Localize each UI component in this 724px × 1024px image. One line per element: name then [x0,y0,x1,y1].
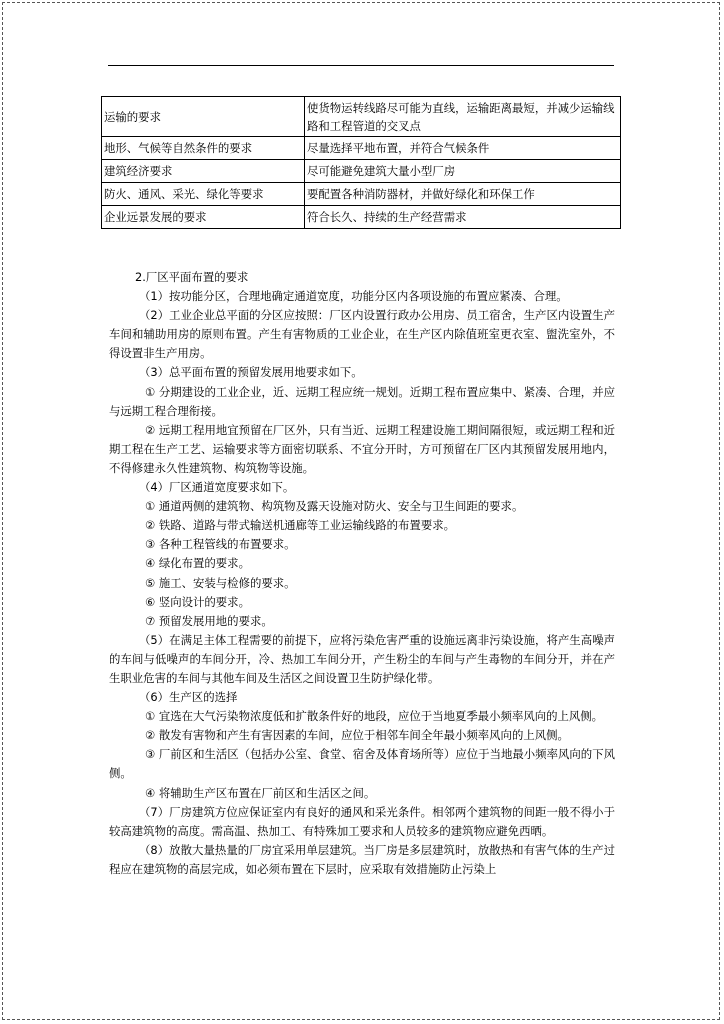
requirement-cell: 建筑经济要求 [102,160,305,183]
measure-cell: 要配置各种消防器材，并做好绿化和环保工作 [305,183,621,206]
list-item: ① 宜选在大气污染物浓度低和扩散条件好的地段，应位于当地夏季最小频率风向的上风侧。 [145,709,604,724]
list-item: ② 铁路、道路与带式输送机通廊等工业运输线路的布置要求。 [145,518,455,533]
list-item: ② 远期工程用地宜预留在厂区外，只有当近、远期工程建设施工期间隔很短，或远期工程和近期工程在生产工艺、运输要求等方面密切联系、不宜分开时，方可预留在厂区内其预留发展用地内，不得修建永久性建筑物、构筑物等设施。 [109,422,615,475]
paragraph: （5）在满足主体工程需要的前提下，应将污染危害严重的设施远离非污染设施，将产生高噪声的车间与低噪声的车间分开，冷、热加工车间分开，产生粉尘的车间与产生毒物的车间分开，并在产生职业危害的车间与其他车间及生活区之间设置卫生防护绿化带。 [109,632,615,685]
measure-cell: 尽可能避免建筑大量小型厂房 [305,160,621,183]
measure-cell: 符合长久、持续的生产经营需求 [305,206,621,229]
body-text [109,268,615,879]
paragraph: （6）生产区的选择 [139,690,238,705]
paragraph: （3）总平面布置的预留发展用地要求如下。 [139,365,363,380]
header-rule [108,65,614,66]
list-item: ③ 厂前区和生活区（包括办公室、食堂、宿舍及体育场所等）应位于当地最小频率风向的下风侧。 [109,747,615,781]
list-item: ⑤ 施工、安装与检修的要求。 [145,575,296,590]
requirements-table [101,96,621,229]
requirement-cell: 地形、气候等自然条件的要求 [102,137,305,160]
requirement-cell: 企业远景发展的要求 [102,206,305,229]
list-item: ④ 绿化布置的要求。 [145,556,250,571]
paragraph: （2）工业企业总平面的分区应按照：厂区内设置行政办公用房、员工宿舍，生产区内设置生产车间和辅助用房的原则布置。产生有害物质的工业企业，在生产区内除值班室更衣室、盥洗室外，不得设置非生产用房。 [109,308,615,361]
list-item: ① 通道两侧的建筑物、构筑物及露天设施对防火、安全与卫生间距的要求。 [145,499,524,514]
paragraph: （8）放散大量热量的厂房宜采用单层建筑。当厂房是多层建筑时，放散热和有害气体的生产过程应在建筑物的高层完成，如必须布置在下层时，应采取有效措施防止污染上 [109,842,615,876]
list-item: ⑥ 竖向设计的要求。 [145,594,250,609]
paragraph: （7）厂房建筑方位应保证室内有良好的通风和采光条件。相邻两个建筑物的间距一般不得小于较高建筑物的高度。需高温、热加工、有特殊加工要求和人员较多的建筑物应避免西晒。 [109,804,615,838]
list-item: ③ 各种工程管线的布置要求。 [145,537,296,552]
requirement-cell: 防火、通风、采光、绿化等要求 [102,183,305,206]
paragraph: （4）厂区通道宽度要求如下。 [139,480,295,495]
measure-cell: 使货物运转线路尽可能为直线，运输距离最短，并减少运输线路和工程管道的交叉点 [305,97,621,137]
table-row [102,206,621,229]
table-row [102,137,621,160]
list-item: ⑦ 预留发展用地的要求。 [145,613,273,628]
requirement-cell: 运输的要求 [102,97,305,137]
paragraph: （1）按功能分区，合理地确定通道宽度，功能分区内各项设施的布置应紧凑、合理。 [139,289,568,304]
table-row [102,183,621,206]
measure-cell: 尽量选择平地布置，并符合气候条件 [305,137,621,160]
section-heading: 2.厂区平面布置的要求 [135,270,249,284]
table-row [102,97,621,137]
list-item: ② 散发有害物和产生有害因素的车间，应位于相邻车间全年最小频率风向的上风侧。 [145,728,569,743]
table-row [102,160,621,183]
list-item: ④ 将辅助生产区布置在厂前区和生活区之间。 [145,785,376,800]
list-item: ① 分期建设的工业企业，近、远期工程应统一规划。近期工程布置应集中、紧凑、合理，并应与远期工程合理衔接。 [109,384,615,418]
